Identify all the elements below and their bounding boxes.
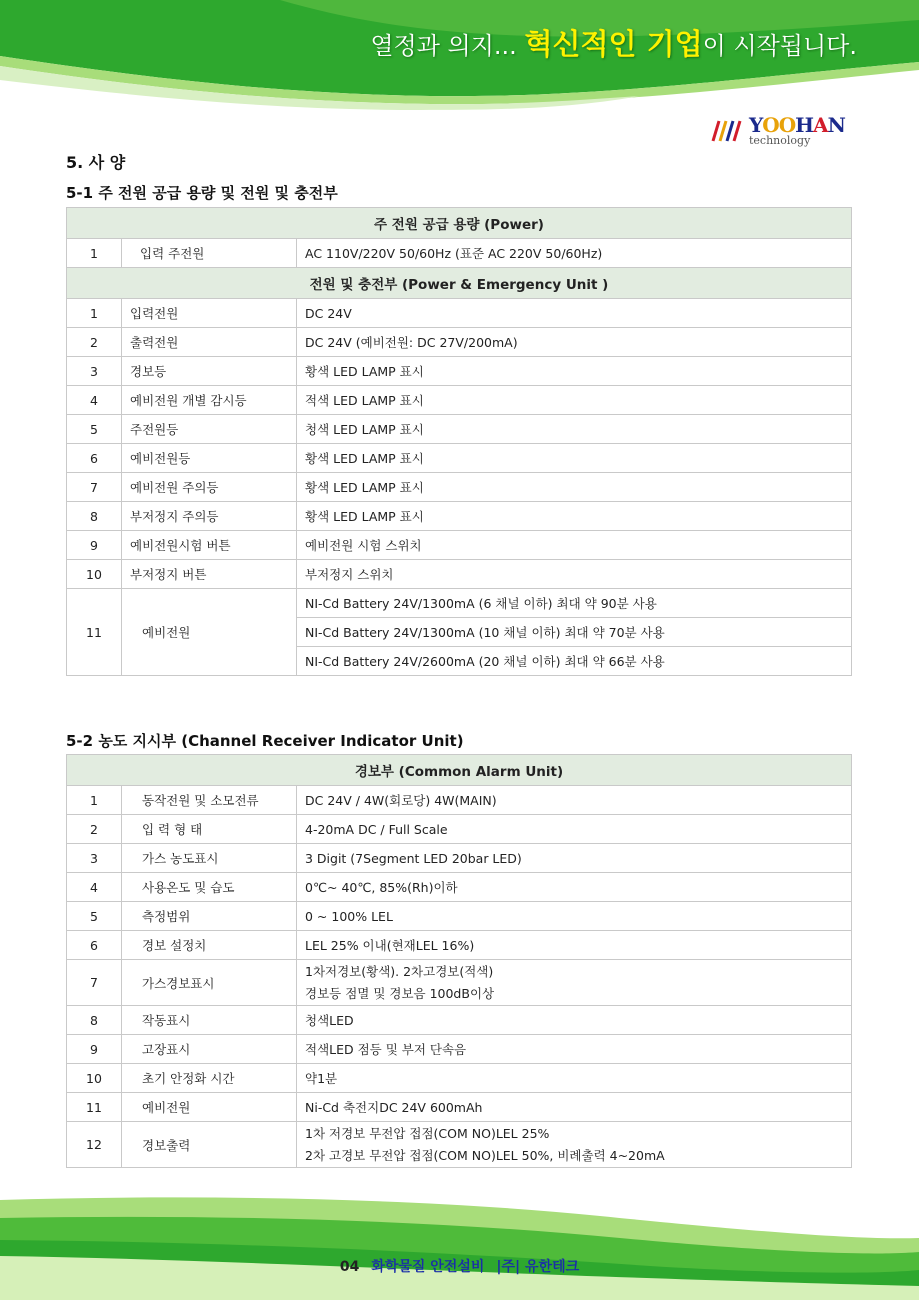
table-cell: 경보등: [122, 357, 297, 386]
table-cell: DC 24V / 4W(회로당) 4W(MAIN): [297, 786, 852, 815]
table-row: [67, 328, 852, 357]
logo-stripes-icon: [709, 118, 745, 142]
table-row: [67, 1006, 852, 1035]
header-slogan: [370, 22, 857, 63]
table-row: [67, 502, 852, 531]
table-cell: 0℃~ 40℃, 85%(Rh)이하: [297, 873, 852, 902]
table-cell: 9: [67, 1035, 122, 1064]
table-cell: 청색LED: [297, 1006, 852, 1035]
table-cell: AC 110V/220V 50/60Hz (표준 AC 220V 50/60Hz): [297, 239, 852, 268]
table-cell: 1: [67, 786, 122, 815]
table-cell: DC 24V (예비전원: DC 27V/200mA): [297, 328, 852, 357]
table-cell: 7: [67, 960, 122, 1006]
table-cell: 5: [67, 415, 122, 444]
table-cell: 측정범위: [122, 902, 297, 931]
table-cell: 입력전원: [122, 299, 297, 328]
logo-brand: YOOHAN: [749, 113, 845, 137]
table-cell: 예비전원등: [122, 444, 297, 473]
table-cell: 경보 설정치: [122, 931, 297, 960]
power-spec-table: [66, 207, 852, 676]
table-row: [67, 931, 852, 960]
table-cell: 예비전원: [122, 589, 297, 676]
table-row: [67, 239, 852, 268]
section-title-receiver: 5-2 농도 지시부 (Channel Receiver Indicator Unit): [66, 732, 464, 750]
page-number: 04: [339, 1259, 360, 1275]
table-cell: NI-Cd Battery 24V/2600mA (20 채널 이하) 최대 약 66분 사용: [297, 647, 852, 676]
unit-header: 전원 및 충전부 (Power & Emergency Unit ): [67, 268, 852, 299]
alarm-header: 경보부 (Common Alarm Unit): [67, 755, 852, 786]
table-cell: 예비전원시험 버튼: [122, 531, 297, 560]
table-row: [67, 873, 852, 902]
logo-subtitle: technology: [749, 134, 811, 147]
table-cell: 7: [67, 473, 122, 502]
table-cell: 가스 농도표시: [122, 844, 297, 873]
table-row: [67, 844, 852, 873]
table-cell: 2: [67, 815, 122, 844]
table-row: [67, 589, 852, 618]
table-row: [67, 473, 852, 502]
table-cell: 황색 LED LAMP 표시: [297, 502, 852, 531]
table-cell: 8: [67, 1006, 122, 1035]
table-cell: 청색 LED LAMP 표시: [297, 415, 852, 444]
table-cell: 8: [67, 502, 122, 531]
slogan-part-2: 이 시작됩니다.: [702, 32, 857, 60]
table-cell: 10: [67, 1064, 122, 1093]
table-cell: 황색 LED LAMP 표시: [297, 473, 852, 502]
table-row: [67, 415, 852, 444]
table-cell: 출력전원: [122, 328, 297, 357]
table-cell: DC 24V: [297, 299, 852, 328]
table-cell: 4-20mA DC / Full Scale: [297, 815, 852, 844]
table-cell: 1: [67, 239, 122, 268]
table-cell: 사용온도 및 습도: [122, 873, 297, 902]
table-cell: 예비전원 주의등: [122, 473, 297, 502]
table-cell: 부저정지 주의등: [122, 502, 297, 531]
table-row: [67, 531, 852, 560]
table-cell: 6: [67, 444, 122, 473]
table-row: [67, 815, 852, 844]
table-row: [67, 1093, 852, 1122]
table-cell: 황색 LED LAMP 표시: [297, 444, 852, 473]
table-cell: 10: [67, 560, 122, 589]
slogan-part-1: 열정과 의지...: [370, 32, 525, 60]
table-row: [67, 960, 852, 1006]
table-row: [67, 357, 852, 386]
table-cell: 약1분: [297, 1064, 852, 1093]
table-cell: 초기 안정화 시간: [122, 1064, 297, 1093]
table-cell: 4: [67, 386, 122, 415]
table-cell: 부저정지 버튼: [122, 560, 297, 589]
table-cell: 황색 LED LAMP 표시: [297, 357, 852, 386]
table-row: [67, 560, 852, 589]
table-cell: 예비전원 시험 스위치: [297, 531, 852, 560]
table-row: [67, 386, 852, 415]
table-cell: 3: [67, 844, 122, 873]
table-cell: 부저정지 스위치: [297, 560, 852, 589]
table-cell: 0 ~ 100% LEL: [297, 902, 852, 931]
table-cell: 11: [67, 589, 122, 676]
table-row: [67, 1122, 852, 1168]
table-cell: 고장표시: [122, 1035, 297, 1064]
table-cell: 1차저경보(황색). 2차고경보(적색) 경보등 점멸 및 경보음 100dB이상: [297, 960, 852, 1006]
table-row: [67, 299, 852, 328]
table-cell: 적색 LED LAMP 표시: [297, 386, 852, 415]
table-cell: NI-Cd Battery 24V/1300mA (6 채널 이하) 최대 약 90분 사용: [297, 589, 852, 618]
table-cell: 주전원등: [122, 415, 297, 444]
footer-company: |주| 유한테크: [496, 1259, 580, 1275]
table-row: [67, 444, 852, 473]
footer-wave-banner: [0, 1190, 919, 1300]
table-cell: 9: [67, 531, 122, 560]
table-cell: LEL 25% 이내(현재LEL 16%): [297, 931, 852, 960]
table-row: [67, 902, 852, 931]
table-cell: 3: [67, 357, 122, 386]
table-cell: 예비전원 개별 감시등: [122, 386, 297, 415]
table-cell: Ni-Cd 축전지DC 24V 600mAh: [297, 1093, 852, 1122]
table-cell: 가스경보표시: [122, 960, 297, 1006]
table-cell: NI-Cd Battery 24V/1300mA (10 채널 이하) 최대 약 70분 사용: [297, 618, 852, 647]
table-cell: 1: [67, 299, 122, 328]
slogan-highlight: 혁신적인 기업: [524, 27, 703, 61]
table-cell: 입력 주전원: [122, 239, 297, 268]
power-header: 주 전원 공급 용량 (Power): [67, 208, 852, 239]
table-section-header: [67, 268, 852, 299]
section-title-specs: 5. 사 양: [66, 153, 126, 172]
table-cell: 12: [67, 1122, 122, 1168]
section-title-power: 5-1 주 전원 공급 용량 및 전원 및 충전부: [66, 184, 338, 202]
table-cell: 경보출력: [122, 1122, 297, 1168]
table-cell: 동작전원 및 소모전류: [122, 786, 297, 815]
alarm-spec-table: [66, 754, 852, 1168]
table-cell: 3 Digit (7Segment LED 20bar LED): [297, 844, 852, 873]
table-cell: 11: [67, 1093, 122, 1122]
table-row: [67, 1035, 852, 1064]
table-cell: 1차 저경보 무전압 접점(COM NO)LEL 25% 2차 고경보 무전압 접점(COM NO)LEL 50%, 비례출력 4~20mA: [297, 1122, 852, 1168]
table-row: [67, 1064, 852, 1093]
table-cell: 2: [67, 328, 122, 357]
table-cell: 4: [67, 873, 122, 902]
table-cell: 5: [67, 902, 122, 931]
table-section-header: [67, 755, 852, 786]
footer-title: 화학물질 안전설비: [371, 1259, 485, 1275]
table-row: [67, 786, 852, 815]
table-cell: 작동표시: [122, 1006, 297, 1035]
table-cell: 입 력 형 태: [122, 815, 297, 844]
table-cell: 적색LED 점등 및 부저 단속음: [297, 1035, 852, 1064]
table-section-header: [67, 208, 852, 239]
table-cell: 6: [67, 931, 122, 960]
table-cell: 예비전원: [122, 1093, 297, 1122]
company-logo: [705, 110, 855, 150]
footer: [0, 1256, 919, 1276]
